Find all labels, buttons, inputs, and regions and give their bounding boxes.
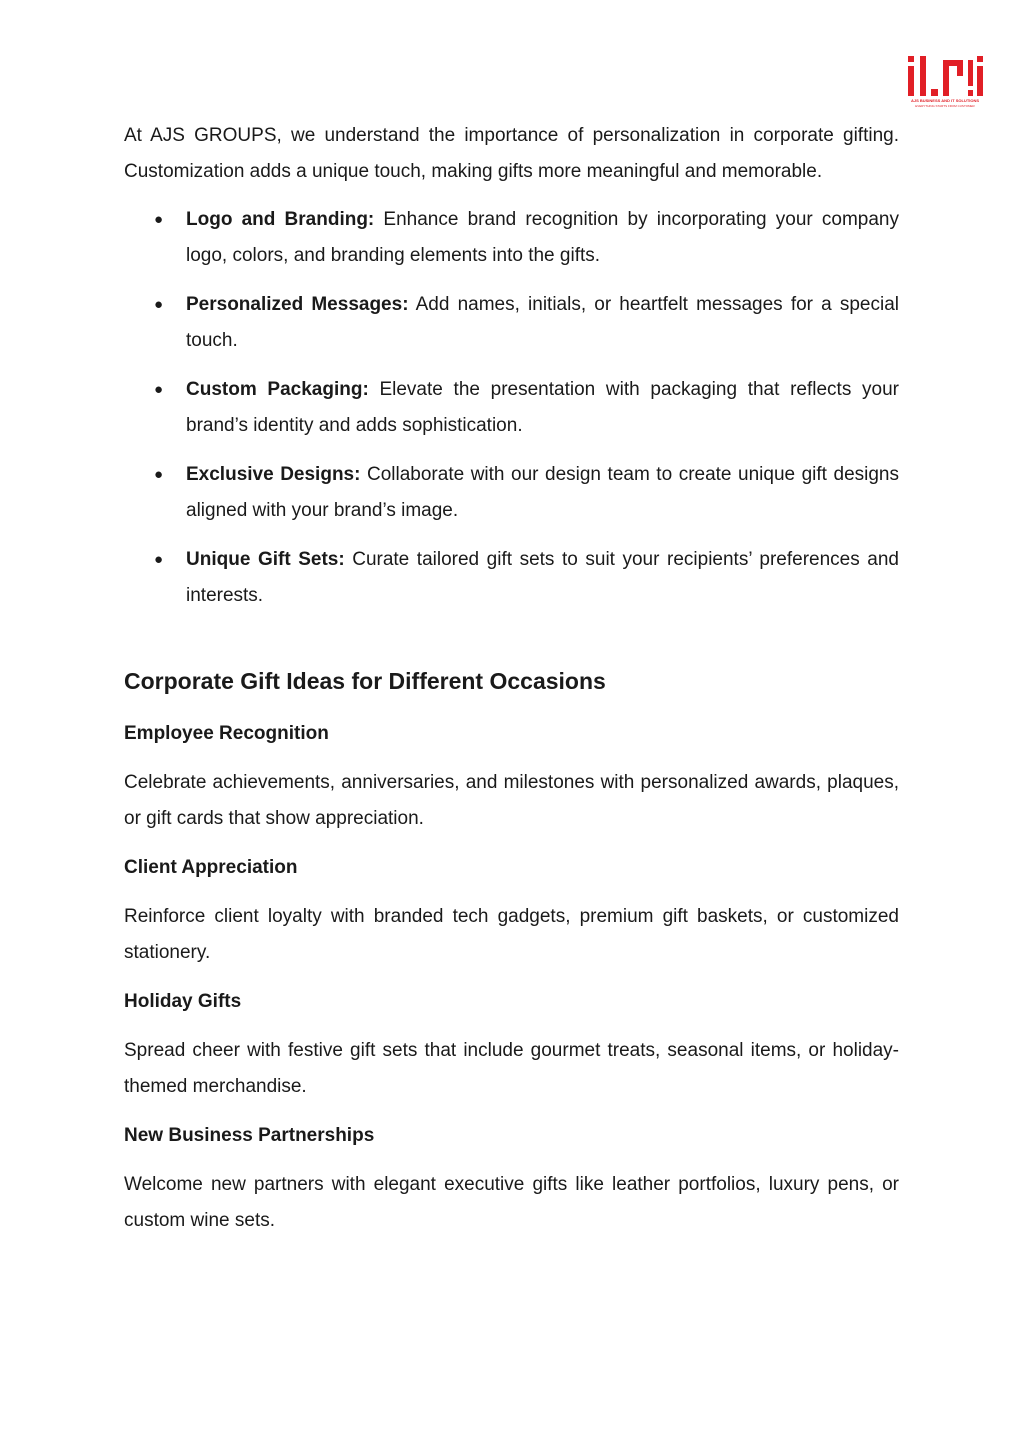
list-item-text: Enhance brand recognition by incorporating your company logo, colors, and branding elements into the gifts. [186,209,899,266]
bullet-icon: ● [154,296,164,313]
bullet-icon: ● [154,211,164,228]
list-item-label: Unique Gift Sets: [186,549,345,570]
list-item [124,287,899,359]
document-body [124,118,899,1239]
list-item [124,457,899,529]
bullet-icon: ● [154,466,164,483]
list-item [124,542,899,614]
list-item-label: Custom Packaging: [186,379,369,400]
intro-paragraph: At AJS GROUPS, we understand the importance of personalization in corporate gifting. Customization adds a unique touch, making gifts more meaningful and memorable. [124,125,899,182]
list-item-text: Curate tailored gift sets to suit your recipients’ preferences and interests. [186,549,899,606]
logo-subline: EVERYTHING STARTS FROM CUSTOMER [915,104,975,108]
list-item [124,372,899,444]
subsection-heading: Client Appreciation [124,857,298,878]
logo-tagline: AJS BUSINESS AND IT SOLUTIONS [910,98,980,103]
section-title: Corporate Gift Ideas for Different Occasions [124,668,606,694]
customization-list [124,202,899,614]
list-item [124,202,899,274]
logo-mark-icon [906,54,984,98]
bullet-icon: ● [154,551,164,568]
subsection-heading: Employee Recognition [124,723,329,744]
bullet-icon: ● [154,381,164,398]
list-item-text: Collaborate with our design team to create unique gift designs aligned with your brand’s image. [186,464,899,521]
list-item-label: Personalized Messages: [186,294,409,315]
list-item-label: Exclusive Designs: [186,464,361,485]
subsection-body: Reinforce client loyalty with branded tech gadgets, premium gift baskets, or customized stationery. [124,906,899,963]
list-item-text: Elevate the presentation with packaging that reflects your brand’s identity and adds sophistication. [186,379,899,436]
subsection-body: Celebrate achievements, anniversaries, and milestones with personalized awards, plaques, or gift cards that show appreciation. [124,772,899,829]
subsection-body: Welcome new partners with elegant executive gifts like leather portfolios, luxury pens, or custom wine sets. [124,1174,899,1231]
list-item-label: Logo and Branding: [186,209,375,230]
list-item-text: Add names, initials, or heartfelt messages for a special touch. [186,294,899,351]
subsection-heading: Holiday Gifts [124,991,242,1012]
subsection-heading: New Business Partnerships [124,1125,375,1146]
subsection-body: Spread cheer with festive gift sets that include gourmet treats, seasonal items, or holiday-themed merchandise. [124,1040,899,1097]
